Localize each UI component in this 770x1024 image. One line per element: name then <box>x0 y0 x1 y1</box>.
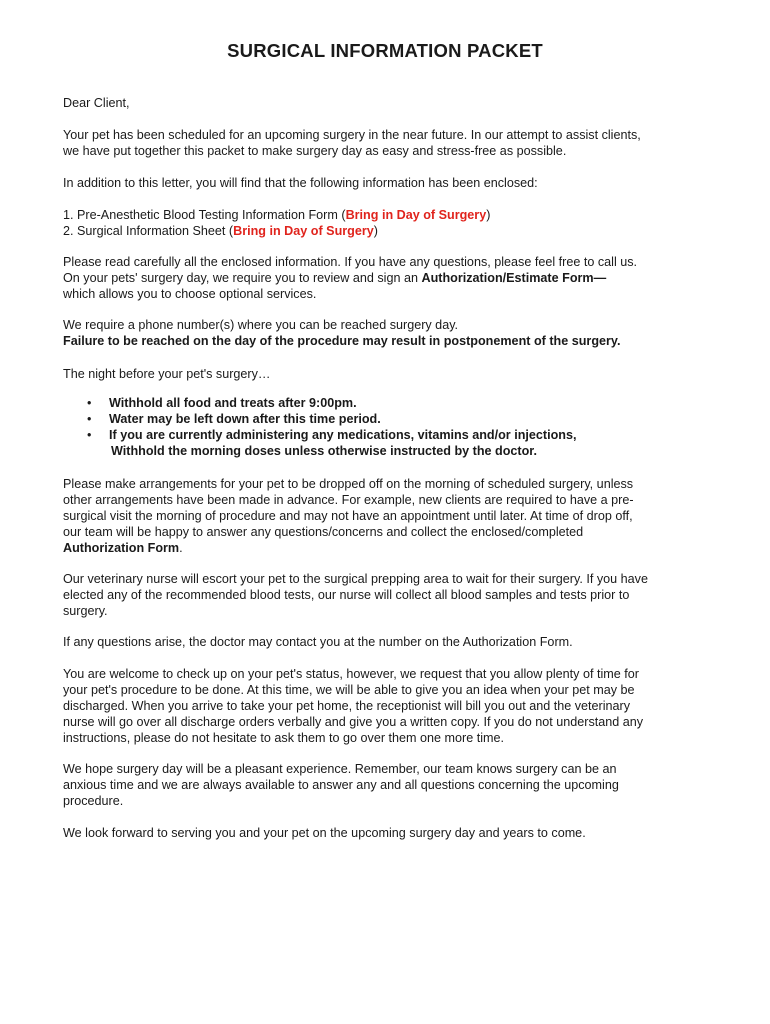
salutation-text: Dear Client, <box>63 96 130 110</box>
review-paragraph <box>63 254 713 302</box>
hope-line-2: anxious time and we are always available to answer any and all questions concerning the upcoming <box>63 778 619 792</box>
enclosed-intro-paragraph <box>63 175 713 191</box>
review-line-3: which allows you to choose optional services. <box>63 287 317 301</box>
enclosed-item-2-text: 2. Surgical Information Sheet ( <box>63 224 234 238</box>
questions-paragraph <box>63 634 713 650</box>
phone-line-1: We require a phone number(s) where you can be reached surgery day. <box>63 318 459 332</box>
list-item <box>63 395 703 411</box>
authorization-form-label: Authorization Form <box>63 541 180 555</box>
enclosed-item-1 <box>63 207 713 223</box>
phone-paragraph <box>63 317 713 349</box>
list-item-continuation <box>63 443 703 459</box>
enclosed-item-2 <box>63 223 713 239</box>
review-line-2-text: On your pets' surgery day, we require you to review and sign an <box>63 271 422 285</box>
review-line-1: Please read carefully all the enclosed information. If you have any questions, please feel free to call us. <box>63 255 638 269</box>
closing-text: We look forward to serving you and your pet on the upcoming surgery day and years to come. <box>63 826 586 840</box>
checkup-paragraph <box>63 666 713 746</box>
checkup-line-3: discharged. When you arrive to take your pet home, the receptionist will bill you out and the veterinary <box>63 699 631 713</box>
bullet-icon: • <box>87 412 92 426</box>
checkup-line-1: You are welcome to check up on your pet's status, however, we request that you allow plenty of time for <box>63 667 639 681</box>
dropoff-line-1: Please make arrangements for your pet to be dropped off on the morning of scheduled surgery, unless <box>63 477 634 491</box>
enclosed-item-1-suffix: ) <box>486 208 491 222</box>
nurse-line-1: Our veterinary nurse will escort your pet to the surgical prepping area to wait for their surgery. If you have <box>63 572 648 586</box>
enclosed-list <box>63 207 713 239</box>
dropoff-line-3: surgical visit the morning of procedure and may not have an appointment until later. At time of drop off, <box>63 509 633 523</box>
list-item <box>63 411 703 427</box>
authorization-estimate-form-label: Authorization/Estimate Form— <box>421 271 607 285</box>
intro-line-2: we have put together this packet to make surgery day as easy and stress-free as possible. <box>63 144 567 158</box>
dropoff-line-2: other arrangements have been made in advance. For example, new clients are required to have a pre- <box>63 493 634 507</box>
dropoff-line-5 <box>63 540 713 556</box>
intro-line-1: Your pet has been scheduled for an upcoming surgery in the near future. In our attempt to assist clients, <box>63 128 641 142</box>
night-before-paragraph <box>63 366 713 382</box>
enclosed-intro-text: In addition to this letter, you will find that the following information has been enclosed: <box>63 176 538 190</box>
dropoff-line-5-end: . <box>179 541 183 555</box>
questions-text: If any questions arise, the doctor may contact you at the number on the Authorization Form. <box>63 635 573 649</box>
dropoff-line-4: our team will be happy to answer any questions/concerns and collect the enclosed/completed <box>63 525 584 539</box>
enclosed-item-1-highlight: Bring in Day of Surgery <box>345 208 487 222</box>
list-item-text: Withhold all food and treats after 9:00pm. <box>109 396 357 410</box>
page-title: SURGICAL INFORMATION PACKET <box>227 40 543 61</box>
night-before-instructions <box>63 395 703 459</box>
nurse-line-3: surgery. <box>63 604 108 618</box>
salutation <box>63 95 713 111</box>
hope-line-1: We hope surgery day will be a pleasant experience. Remember, our team knows surgery can be an <box>63 762 617 776</box>
intro-paragraph <box>63 127 713 159</box>
list-item <box>63 427 703 443</box>
bullet-icon: • <box>87 396 92 410</box>
phone-warning: Failure to be reached on the day of the procedure may result in postponement of the surgery. <box>63 334 621 348</box>
nurse-line-2: elected any of the recommended blood tests, our nurse will collect all blood samples and tests prior to <box>63 588 630 602</box>
list-item-continuation-text: Withhold the morning doses unless otherwise instructed by the doctor. <box>111 444 538 458</box>
dropoff-paragraph <box>63 476 713 556</box>
enclosed-item-2-suffix: ) <box>373 224 378 238</box>
nurse-paragraph <box>63 571 713 619</box>
hope-line-3: procedure. <box>63 794 124 808</box>
enclosed-item-1-text: 1. Pre-Anesthetic Blood Testing Information Form ( <box>63 208 346 222</box>
bullet-icon: • <box>87 428 92 442</box>
closing-paragraph <box>63 825 713 841</box>
checkup-line-5: instructions, please do not hesitate to ask them to go over them one more time. <box>63 731 505 745</box>
checkup-line-2: your pet's procedure to be done. At this time, we will be able to give you an idea when your pet may be <box>63 683 635 697</box>
review-line-2 <box>63 270 713 286</box>
night-before-text: The night before your pet's surgery… <box>63 367 271 381</box>
list-item-text: If you are currently administering any medications, vitamins and/or injections, <box>109 428 577 442</box>
checkup-line-4: nurse will go over all discharge orders verbally and give you a written copy. If you do not understand any <box>63 715 644 729</box>
hope-paragraph <box>63 761 713 809</box>
enclosed-item-2-highlight: Bring in Day of Surgery <box>233 224 374 238</box>
list-item-text: Water may be left down after this time period. <box>109 412 381 426</box>
